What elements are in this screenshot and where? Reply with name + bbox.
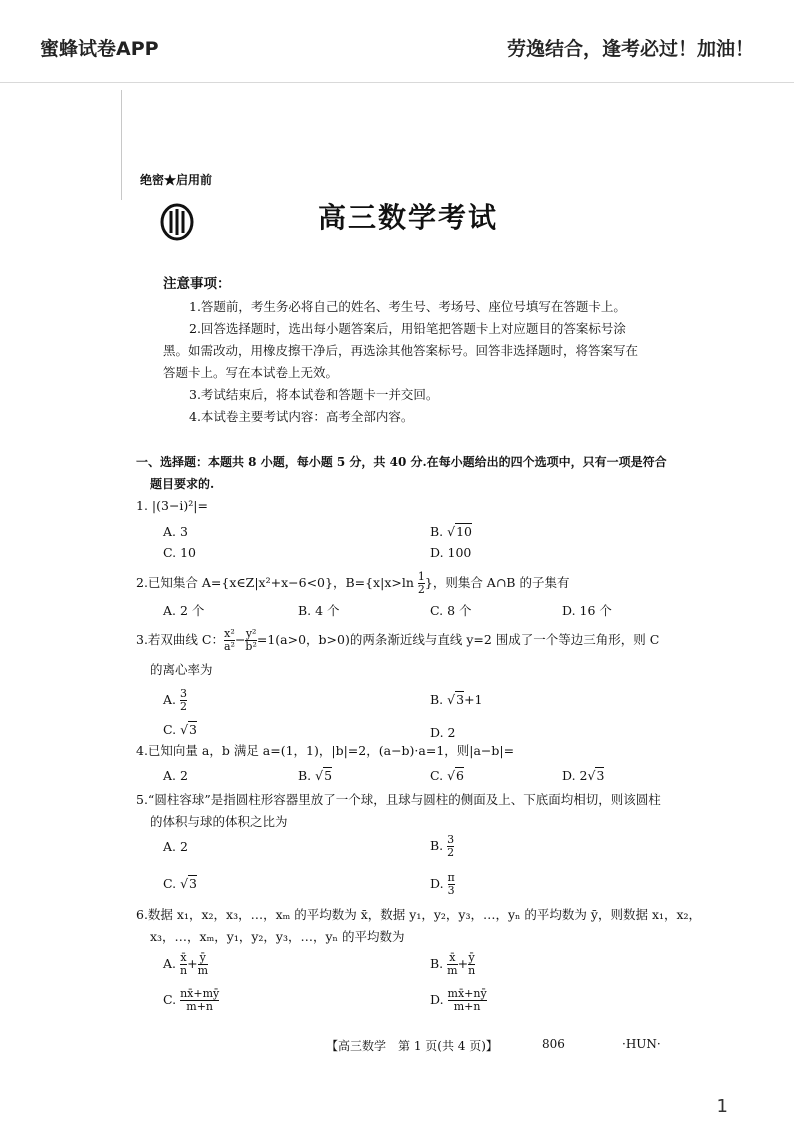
q1-option-d: D. 100 [430, 545, 472, 560]
question-6-stem: 6.数据 x₁，x₂，x₃，…，xₘ 的平均数为 x̄，数据 y₁，y₂，y₃，…，yₙ 的平均数为 ȳ，则数据 x₁，x₂， [136, 907, 702, 922]
q1-option-b: B. √10 [430, 524, 473, 539]
section-heading: 一、选择题：本题共 8 小题，每小题 5 分，共 40 分.在每小题给出的四个选项中，只有一项是符合 [136, 455, 667, 469]
binding-line [121, 90, 122, 200]
header-slogan: 劳逸结合，逢考必过！加油！ [506, 38, 754, 60]
notice-line: 答题卡上。写在本试卷上无效。 [163, 365, 339, 380]
fraction: $\frac{1}{2}$ [417, 570, 425, 596]
notice-line: 黑。如需改动，用橡皮擦干净后，再选涂其他答案标号。回答非选择题时，将答案写在 [163, 343, 639, 358]
question-6-stem-cont: x₃，…，xₘ，y₁，y₂，y₃，…，yₙ 的平均数为 [150, 929, 405, 944]
q1-option-c: C. 10 [163, 545, 196, 560]
q6-option-c: C. $\frac{nx̄+mȳ}{m+n}$ [163, 987, 220, 1013]
question-5-stem-cont: 的体积与球的体积之比为 [150, 814, 288, 829]
q4-option-c: C. √6 [430, 768, 464, 783]
q2-option-b: B. 4 个 [298, 603, 340, 618]
footer-region: ·HUN· [622, 1037, 661, 1051]
q6-option-d: D. $\frac{mx̄+nȳ}{m+n}$ [430, 987, 487, 1013]
question-3-stem-cont: 的离心率为 [150, 662, 213, 677]
q3-option-d: D. 2 [430, 725, 456, 740]
q3-option-c: C. √3 [163, 722, 197, 737]
footer-page-label: 【高三数学 第 1 页(共 4 页)】 [326, 1039, 498, 1053]
notice-line: 4.本试卷主要考试内容：高考全部内容。 [189, 409, 414, 424]
q3-option-a: A. $\frac{3}{2}$ [163, 687, 187, 713]
q6-option-b: B. $\frac{x̄}{m}$ + $\frac{ȳ}{n}$ [430, 951, 476, 977]
q4-option-b: B. √5 [298, 768, 333, 783]
q2-option-c: C. 8 个 [430, 603, 472, 618]
footer-code: 806 [542, 1037, 565, 1051]
q5-option-a: A. 2 [163, 839, 188, 854]
q1-option-a: A. 3 [163, 524, 188, 539]
question-4-stem: 4.已知向量 a，b 满足 a=(1，1)，|b|=2，(a−b)·a=1，则|a−b|= [136, 743, 515, 758]
app-name: 蜜蜂试卷APP [40, 38, 159, 60]
notice-line: 3.考试结束后，将本试卷和答题卡一并交回。 [189, 387, 439, 402]
q2-option-d: D. 16 个 [562, 603, 612, 618]
exam-title: 高三数学考试 [317, 201, 498, 234]
confidential-label: 绝密★启用前 [140, 173, 213, 187]
q5-option-c: C. √3 [163, 876, 197, 891]
q5-option-d: D. $\frac{\pi}{3}$ [430, 871, 455, 897]
q3-option-b: B. √3+1 [430, 692, 483, 707]
section-heading: 题目要求的. [150, 477, 215, 491]
app-header-bar [0, 0, 794, 83]
question-2-stem: 2.已知集合 A={x∈Z|x²+x−6<0}，B={x|x>ln $\frac{1}{2}$ }，则集合 A∩B 的子集有 [136, 570, 570, 596]
q4-option-d: D. 2√3 [562, 768, 605, 783]
notice-title: 注意事项： [163, 276, 231, 292]
question-5-stem: 5.“圆柱容球”是指圆柱形容器里放了一个球，且球与圆柱的侧面及上、下底面均相切，则该圆柱 [136, 792, 661, 807]
q6-option-a: A. $\frac{x̄}{n}$ + $\frac{ȳ}{m}$ [163, 951, 208, 977]
q2-option-a: A. 2 个 [163, 603, 205, 618]
question-1-stem: 1. |(3−i)²|= [136, 498, 208, 513]
notice-line: 1.答题前，考生务必将自己的姓名、考生号、考场号、座位号填写在答题卡上。 [189, 299, 626, 314]
q4-option-a: A. 2 [163, 768, 188, 783]
q5-option-b: B. $\frac{3}{2}$ [430, 833, 455, 859]
page-number: 1 [716, 1096, 728, 1117]
notice-line: 2.回答选择题时，选出每小题答案后，用铅笔把答题卡上对应题目的答案标号涂 [189, 321, 626, 336]
question-3-stem: 3.若双曲线 C： $\frac{\text{x²}}{\text{a²}}$ − $\frac{\text{y²}}{\text{b²}}$ =1(a>0，b>0)的两条渐近线与直线 y=2 围成了一个等边三角形，则 C [136, 627, 660, 653]
